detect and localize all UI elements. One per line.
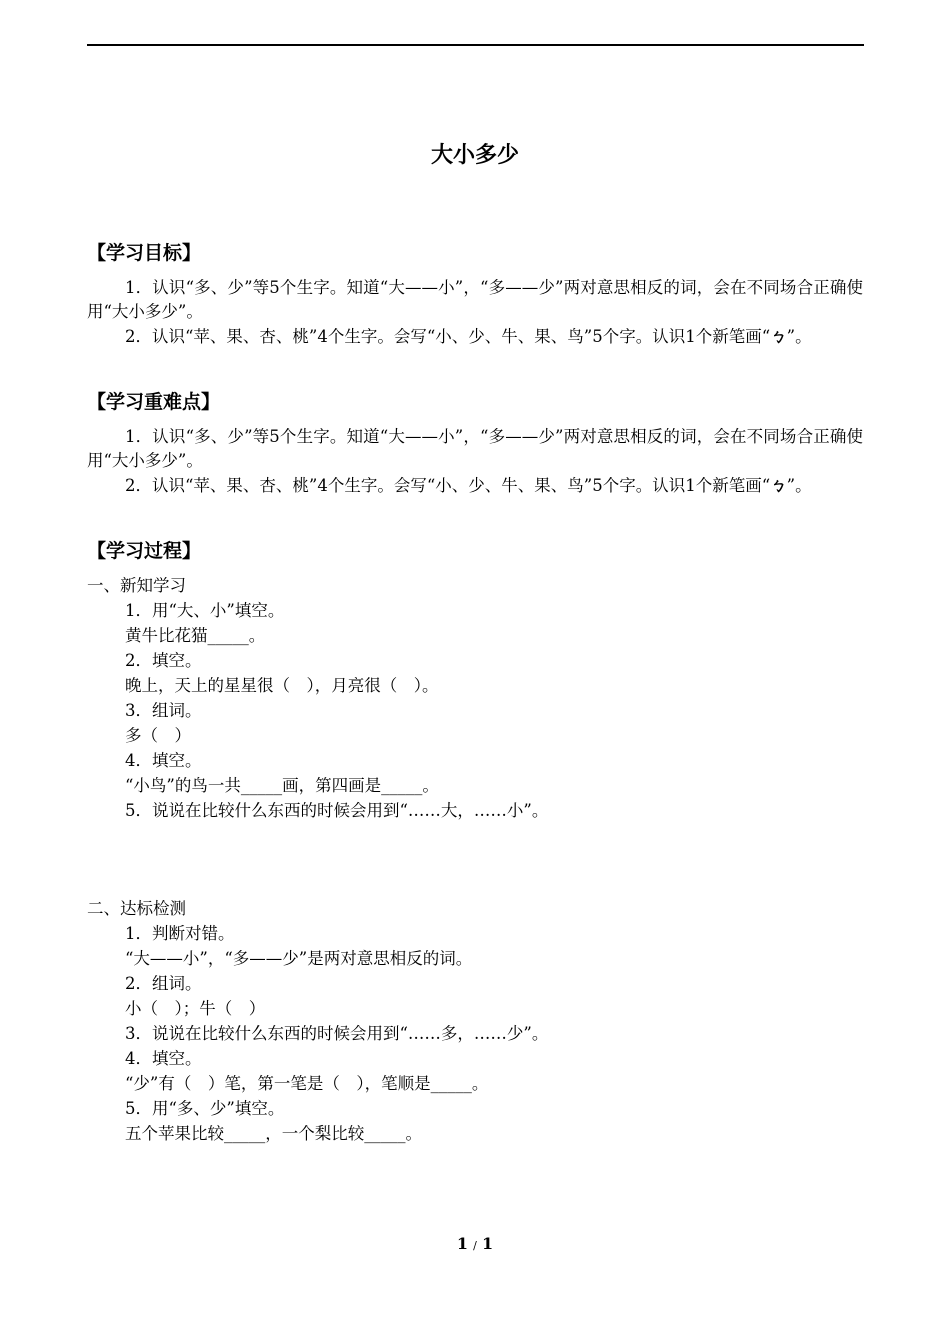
- part2-line: 4．填空。: [125, 1049, 202, 1068]
- page-separator: /: [473, 1239, 477, 1252]
- part1-line: 5．说说在比较什么东西的时候会用到“……大，……小”。: [125, 801, 549, 820]
- part2-title: 二、达标检测: [87, 899, 186, 918]
- part1-line: 晚上，天上的星星很（ ），月亮很（ ）。: [125, 676, 439, 695]
- difficulty-item-2-text: 2．认识“苹、果、杏、桃”4个生字。会写“小、少、牛、果、鸟”5个字。认识1个新笔画“: [125, 476, 771, 495]
- difficulty-item-1: 1．认识“多、少”等5个生字。知道“大——小”，“多——少”两对意思相反的词，会在不同场合正确使用“大小多少”。: [87, 427, 863, 470]
- part1-line: 黄牛比花猫_____。: [125, 626, 266, 645]
- goals-item-2-text: 2．认识“苹、果、杏、桃”4个生字。会写“小、少、牛、果、鸟”5个字。认识1个新笔画“: [125, 327, 771, 346]
- part1-line: 3．组词。: [125, 701, 202, 720]
- part2-line: 小（ ）；牛（ ）: [125, 999, 266, 1018]
- part2-line: 3．说说在比较什么东西的时候会用到“……多，……少”。: [125, 1024, 549, 1043]
- part1-line: 1．用“大、小”填空。: [125, 601, 285, 620]
- process-heading: 【学习过程】: [87, 540, 202, 562]
- part2-line: 五个苹果比较_____，一个梨比较_____。: [125, 1124, 422, 1143]
- stroke-symbol: ㄅ: [770, 327, 787, 346]
- goals-item-2: [87, 325, 863, 349]
- part1-line: 2．填空。: [125, 651, 202, 670]
- page-total: 1: [481, 1234, 494, 1253]
- part2-line: 2．组词。: [125, 974, 202, 993]
- part2-line: “少”有（ ）笔，第一笔是（ ），笔顺是_____。: [125, 1074, 489, 1093]
- page-number: [0, 1234, 950, 1253]
- part1-line: “小鸟”的鸟一共_____画，第四画是_____。: [125, 776, 439, 795]
- difficulty-item-2: [87, 474, 863, 498]
- goals-item-1: 1．认识“多、少”等5个生字。知道“大——小”，“多——少”两对意思相反的词，会在不同场合正确使用“大小多少”。: [87, 278, 863, 321]
- difficulty-item-2-end: ”。: [786, 476, 812, 495]
- part2-line: 5．用“多、少”填空。: [125, 1099, 285, 1118]
- header-rule: [87, 44, 864, 46]
- part1-line: 4．填空。: [125, 751, 202, 770]
- goals-item-2-end: ”。: [786, 327, 812, 346]
- part2-line: “大——小”，“多——少”是两对意思相反的词。: [125, 949, 473, 968]
- difficulty-heading: 【学习重难点】: [87, 391, 221, 413]
- part2-line: 1．判断对错。: [125, 924, 235, 943]
- part1-line: 多（ ）: [125, 726, 191, 745]
- stroke-symbol: ㄅ: [770, 476, 787, 495]
- page-title: 大小多少: [430, 143, 519, 168]
- goals-heading: 【学习目标】: [87, 242, 202, 264]
- page-current: 1: [456, 1234, 469, 1253]
- part1-title: 一、新知学习: [87, 576, 186, 595]
